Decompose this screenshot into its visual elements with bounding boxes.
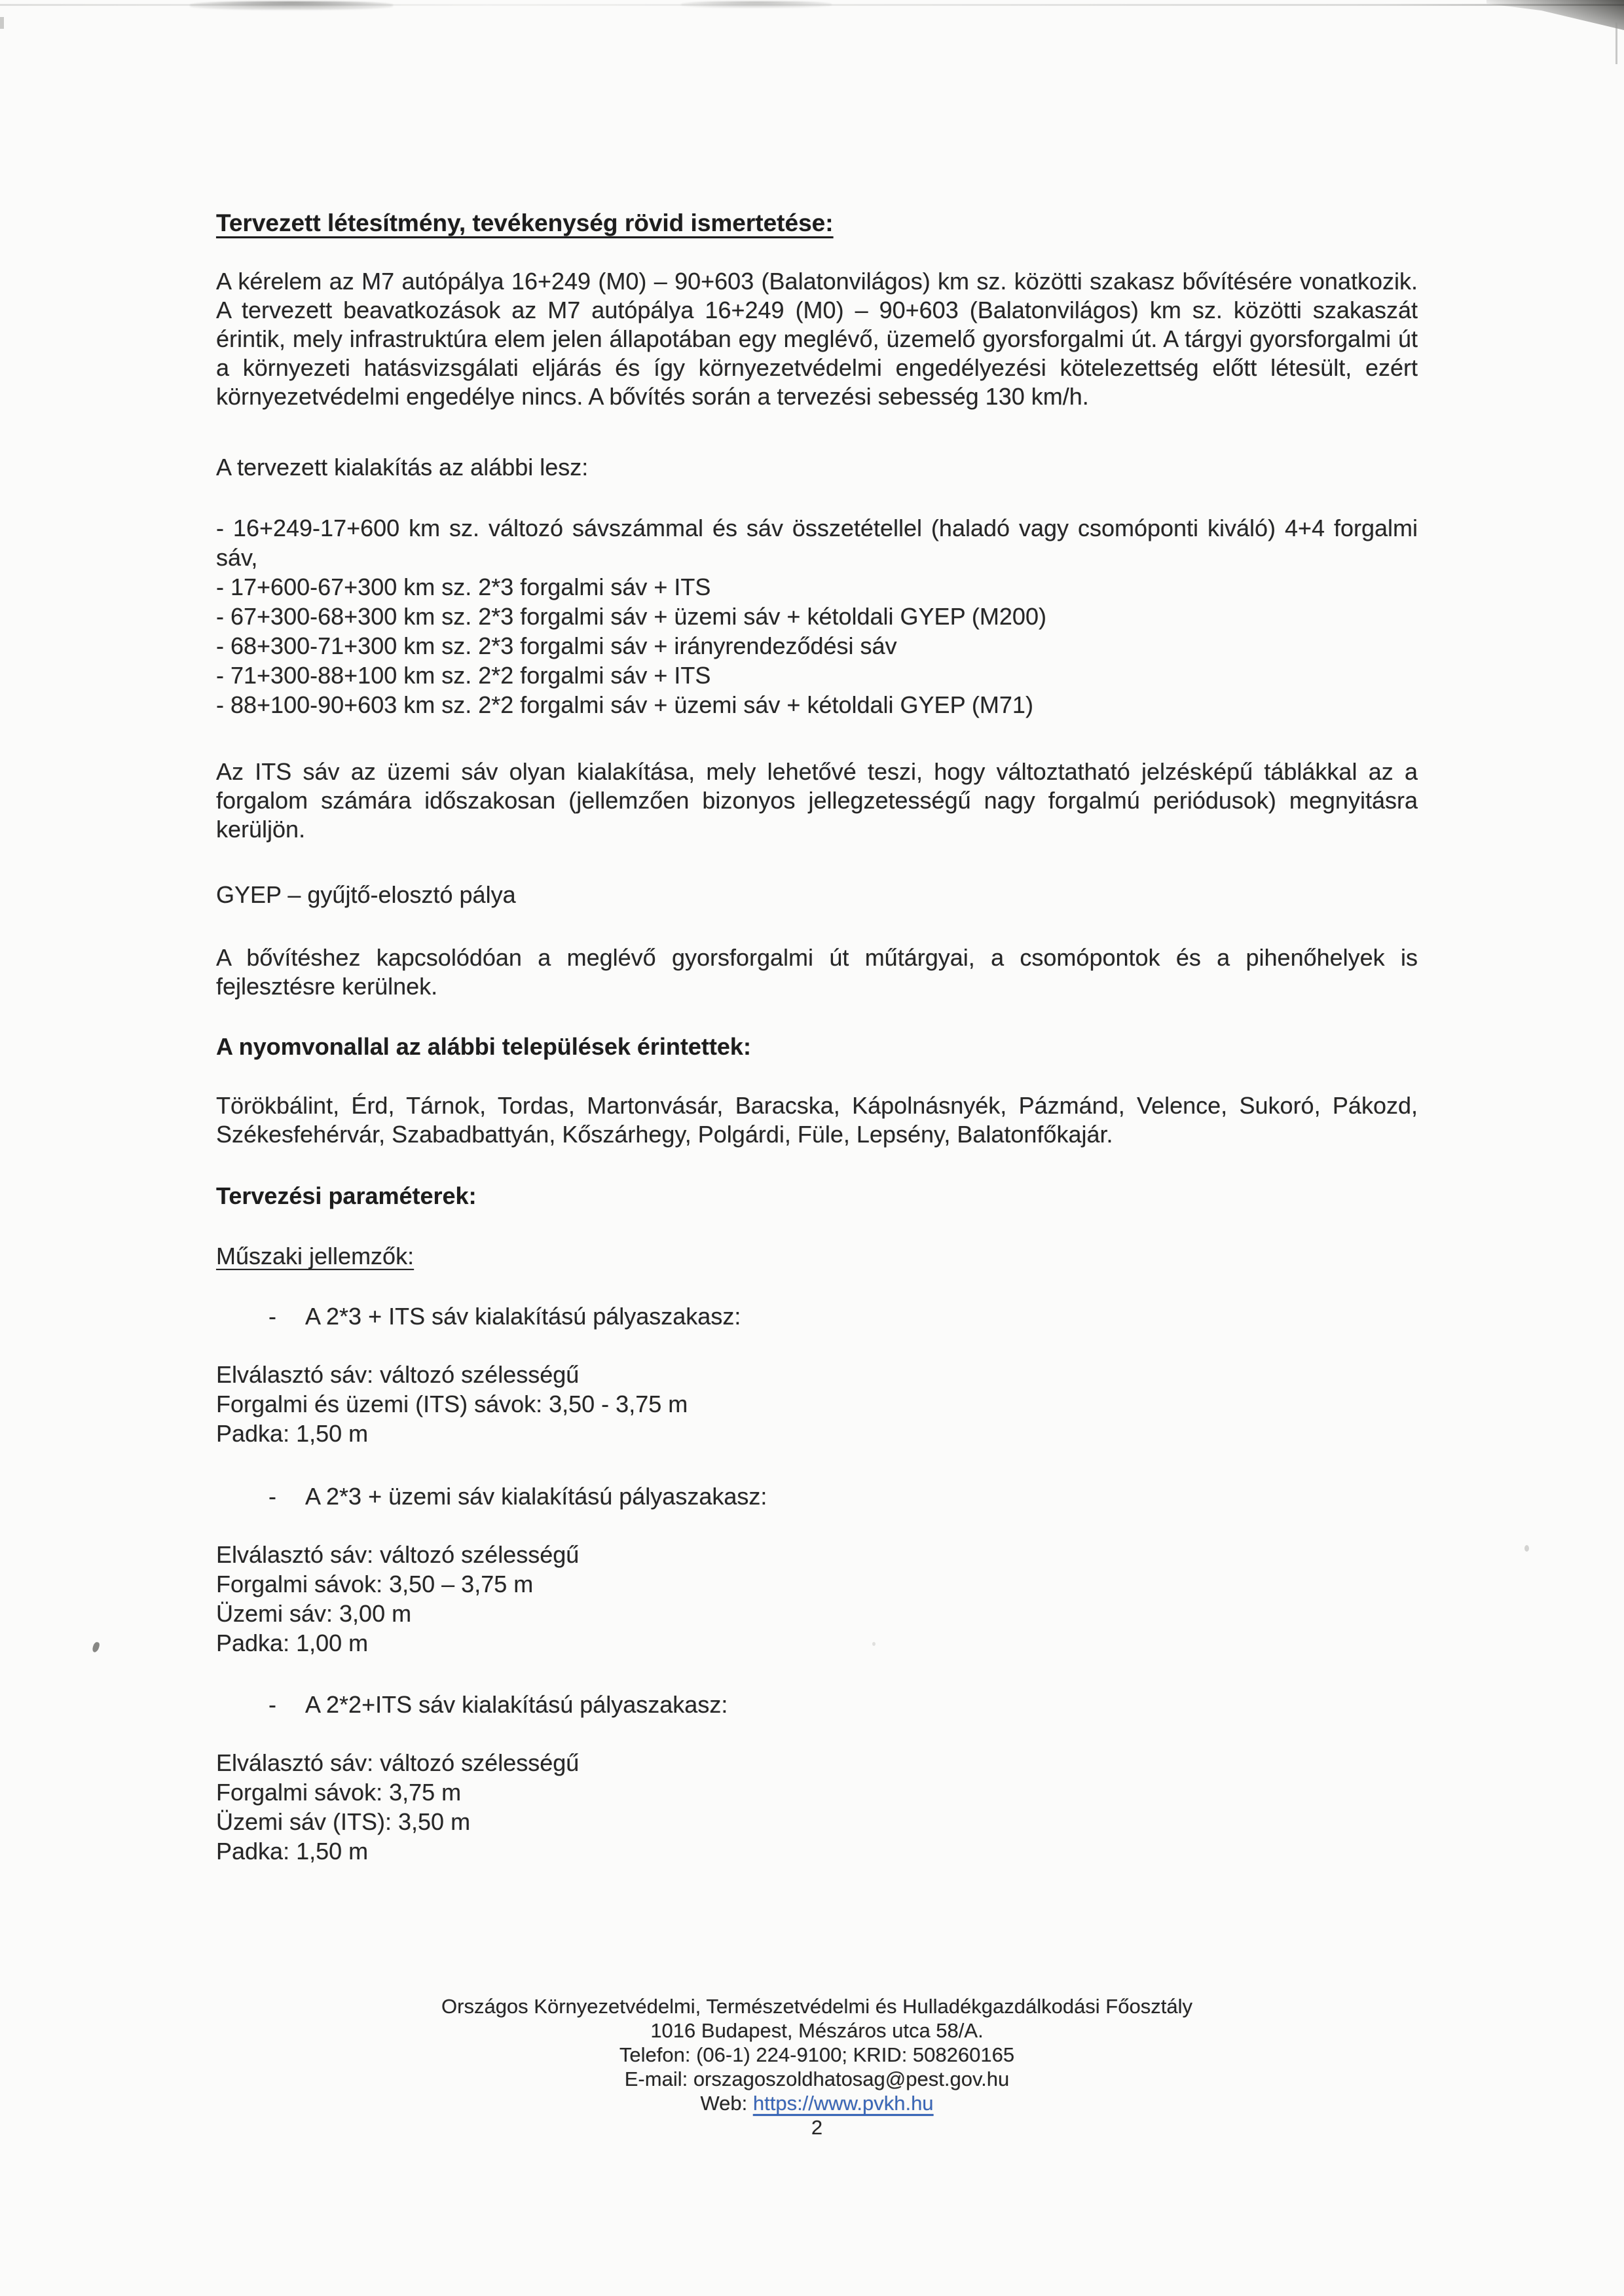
scan-speck <box>1524 1545 1529 1552</box>
spec-line: Üzemi sáv: 3,00 m <box>216 1600 412 1627</box>
layout-intro: A tervezett kialakítás az alábbi lesz: <box>216 454 589 481</box>
footer-phone: Telefon: (06-1) 224-9100; KRID: 508260165 <box>619 2043 1015 2066</box>
footer-web-link[interactable]: https://www.pvkh.hu <box>752 2092 934 2115</box>
route-section-item: - 68+300-71+300 km sz. 2*3 forgalmi sáv + irányrendeződési sáv <box>216 632 897 659</box>
spec-block <box>216 1748 1418 1866</box>
spec-block <box>216 1540 1418 1658</box>
spec-section-heading <box>216 1302 1418 1331</box>
spec-line: Padka: 1,50 m <box>216 1420 369 1447</box>
spec-line: Üzemi sáv (ITS): 3,50 m <box>216 1808 471 1835</box>
scan-speck <box>0 17 4 29</box>
settlements-heading: A nyomvonallal az alábbi települések érintettek: <box>216 1033 751 1060</box>
route-section-item: - 88+100-90+603 km sz. 2*2 forgalmi sáv + üzemi sáv + kétoldali GYEP (M71) <box>216 691 1033 718</box>
scan-top-edge-shadow <box>0 4 1624 6</box>
section-title: Tervezett létesítmény, tevékenység rövid ismertetése: <box>216 210 834 236</box>
spec-line: Elválasztó sáv: változó szélességű <box>216 1749 580 1776</box>
route-section-list <box>216 513 1418 720</box>
footer-web-line <box>216 2091 1418 2115</box>
scan-corner-shadow <box>1486 0 1624 30</box>
spec-line: Forgalmi és üzemi (ITS) sávok: 3,50 - 3,75 m <box>216 1391 688 1417</box>
scan-smudge <box>681 1 832 8</box>
scan-edge-line <box>1615 22 1617 64</box>
development-note: A bővítéshez kapcsolódóan a meglévő gyorsforgalmi út műtárgyai, a csomópontok és a pihenőhelyek is fejlesztésre kerülnek. <box>216 944 1418 1000</box>
bullet-dash: - <box>268 1303 276 1330</box>
spec-section-heading <box>216 1690 1418 1719</box>
intro-paragraph: A kérelem az M7 autópálya 16+249 (M0) – 90+603 (Balatonvilágos) km sz. közötti szakasz bővítésére vonatkozik. A tervezett beavatkozások az M7 autópálya 16+249 (M0) – 90+603 (Balatonvilágos) km sz. közötti szakaszát érintik, mely infrastruktúra elem jelen állapotában egy meglévő, üzemelő gyorsforgalmi út. A tárgyi gyorsforgalmi út a környezeti hatásvizsgálati eljárás és így környezetvédelmi engedélyezési kötelezettség előtt létesült, ezért környezetvédelmi engedélye nincs. A bővítés során a tervezési sebesség 130 km/h. <box>216 268 1418 410</box>
params-heading: Tervezési paraméterek: <box>216 1182 477 1209</box>
scan-smudge <box>190 1 393 10</box>
footer-email: E-mail: orszagoszoldhatosag@pest.gov.hu <box>624 2068 1010 2090</box>
route-section-item: - 16+249-17+600 km sz. változó sávszámmal és sáv összetétellel (haladó vagy csomóponti kiváló) 4+4 forgalmi sáv, <box>216 515 1418 571</box>
footer-web-label: Web: <box>700 2092 748 2115</box>
spec-line: Forgalmi sávok: 3,50 – 3,75 m <box>216 1571 534 1597</box>
its-note: Az ITS sáv az üzemi sáv olyan kialakítása, mely lehetővé teszi, hogy változtatható jelzésképű táblákkal az a forgalom számára időszakosan (jellemzően bizonyos jellegzetességű nagy forgalmú periódusok) megnyitásra kerüljön. <box>216 758 1418 843</box>
page-footer <box>216 1994 1418 2140</box>
route-section-item: - 17+600-67+300 km sz. 2*3 forgalmi sáv + ITS <box>216 574 711 600</box>
footer-department: Országos Környezetvédelmi, Természetvédelmi és Hulladékgazdálkodási Főosztály <box>441 1995 1192 2018</box>
footer-address: 1016 Budapest, Mészáros utca 58/A. <box>650 2019 984 2042</box>
settlements-list: Törökbálint, Érd, Tárnok, Tordas, Martonvásár, Baracska, Kápolnásnyék, Pázmánd, Velence, Sukoró, Pákozd, Székesfehérvár, Szabadbattyán, Kőszárhegy, Polgárdi, Füle, Lepsény, Balatonfőkajár. <box>216 1092 1418 1148</box>
spec-line: Elválasztó sáv: változó szélességű <box>216 1541 580 1568</box>
spec-section-title: A 2*3 + üzemi sáv kialakítású pályaszakasz: <box>305 1483 767 1510</box>
tech-heading: Műszaki jellemzők: <box>216 1243 415 1269</box>
scan-speck <box>92 1641 101 1653</box>
page-number: 2 <box>811 2116 823 2139</box>
document-body <box>216 208 1418 1866</box>
gyep-note: GYEP – gyűjtő-elosztó pálya <box>216 881 516 908</box>
spec-line: Padka: 1,50 m <box>216 1838 369 1865</box>
spec-section-heading <box>216 1482 1418 1511</box>
route-section-item: - 71+300-88+100 km sz. 2*2 forgalmi sáv + ITS <box>216 662 711 689</box>
bullet-dash: - <box>268 1691 276 1718</box>
spec-line: Padka: 1,00 m <box>216 1630 369 1656</box>
spec-line: Elválasztó sáv: változó szélességű <box>216 1361 580 1388</box>
spec-line: Forgalmi sávok: 3,75 m <box>216 1779 462 1806</box>
spec-section-title: A 2*2+ITS sáv kialakítású pályaszakasz: <box>305 1691 728 1718</box>
spec-section-title: A 2*3 + ITS sáv kialakítású pályaszakasz: <box>305 1303 741 1330</box>
route-section-item: - 67+300-68+300 km sz. 2*3 forgalmi sáv + üzemi sáv + kétoldali GYEP (M200) <box>216 603 1046 630</box>
spec-block <box>216 1360 1418 1448</box>
bullet-dash: - <box>268 1483 276 1510</box>
